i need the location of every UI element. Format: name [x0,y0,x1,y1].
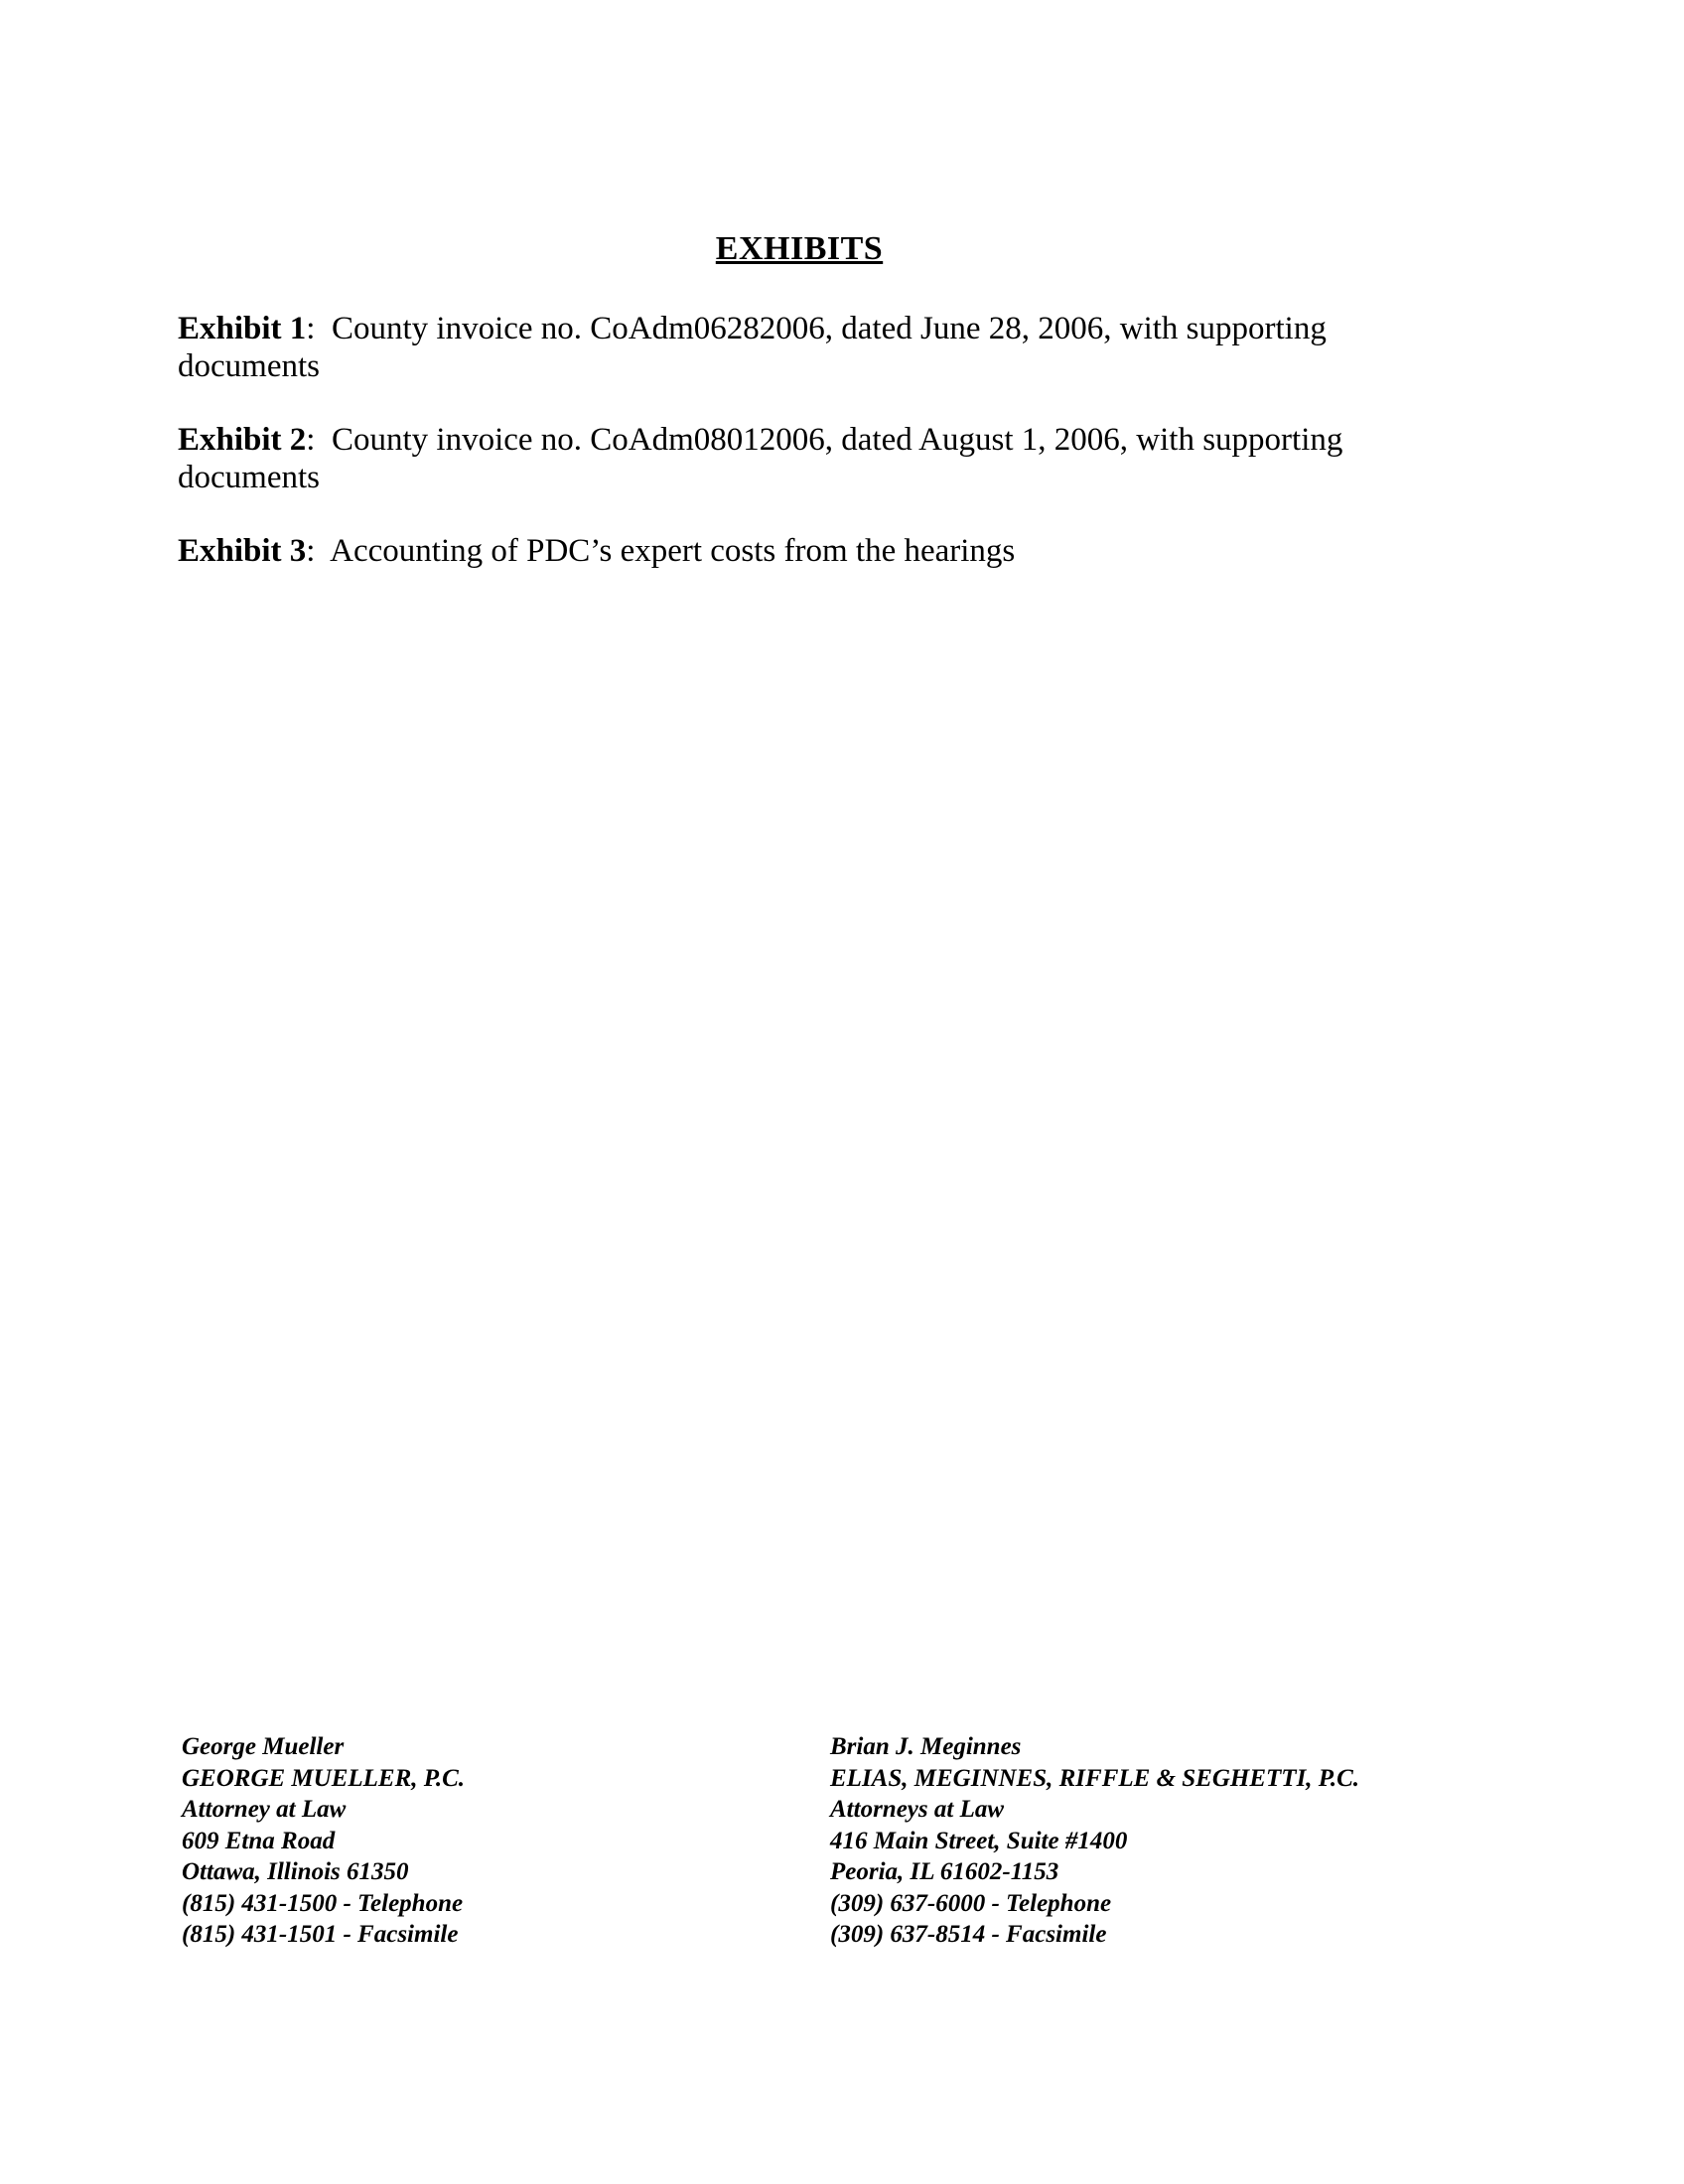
exhibit-description: County invoice no. CoAdm06282006, dated June 28, 2006, with supporting documents [178,311,1327,384]
exhibit-label: Exhibit 1 [178,311,307,346]
contact-firm: ELIAS, MEGINNES, RIFFLE & SEGHETTI, P.C. [830,1764,1360,1792]
exhibit-item: Exhibit 3: Accounting of PDC’s expert costs from the hearings [178,533,1016,569]
contact-phone: (309) 637-6000 - Telephone [830,1889,1112,1917]
contact-fax: (309) 637-8514 - Facsimile [830,1921,1107,1948]
contact-city: Ottawa, Illinois 61350 [182,1858,409,1885]
contact-fax: (815) 431-1501 - Facsimile [182,1921,459,1948]
exhibit-label: Exhibit 2 [178,422,307,458]
contact-role: Attorney at Law [182,1796,347,1823]
contact-street: 609 Etna Road [182,1827,336,1854]
contact-street: 416 Main Street, Suite #1400 [830,1827,1128,1854]
contact-phone: (815) 431-1500 - Telephone [182,1889,464,1917]
contact-name: George Mueller [182,1733,345,1760]
exhibit-label: Exhibit 3 [178,533,307,569]
exhibit-description: County invoice no. CoAdm08012006, dated August 1, 2006, with supporting documents [178,422,1343,495]
exhibit-item: Exhibit 1: County invoice no. CoAdm06282006, dated June 28, 2006, with supporting documents [178,311,1327,384]
contact-role: Attorneys at Law [830,1796,1005,1823]
contact-name: Brian J. Meginnes [830,1733,1022,1760]
exhibit-description: Accounting of PDC’s expert costs from the hearings [330,533,1016,569]
contact-block-right [830,1731,1359,1951]
contact-city: Peoria, IL 61602-1153 [830,1858,1059,1885]
exhibits-heading: EXHIBITS [715,230,884,267]
contact-firm: GEORGE MUELLER, P.C. [182,1764,466,1792]
exhibit-item: Exhibit 2: County invoice no. CoAdm08012006, dated August 1, 2006, with supporting documents [178,422,1343,495]
contact-block-left [182,1731,465,1951]
